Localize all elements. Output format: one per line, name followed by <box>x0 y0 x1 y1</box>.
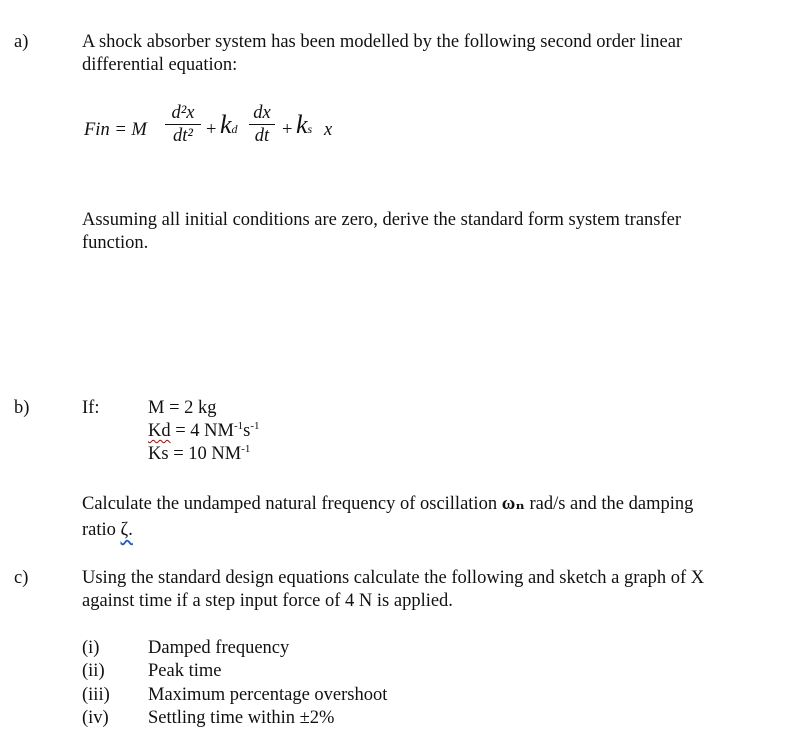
equation-kd: kd <box>220 110 238 139</box>
part-c-label: c) <box>14 568 29 588</box>
equation-lhs: Fin = M <box>84 120 147 140</box>
part-a-question-line1: Assuming all initial conditions are zero, derive the standard form system transfer <box>82 210 682 230</box>
part-c-question-line1: Using the standard design equations calculate the following and sketch a graph of X <box>82 568 705 588</box>
omega-n-symbol: ωₙ <box>501 494 525 514</box>
given-mass: M = 2 kg <box>148 398 217 418</box>
kd-symbol: Kd <box>148 421 171 441</box>
part-b-question-line2: ratio ζ. <box>82 520 133 540</box>
part-b-question-line1: Calculate the undamped natural frequency of oscillation ωₙ rad/s and the damping <box>82 494 694 514</box>
part-b-label: b) <box>14 398 30 418</box>
list-item-num: (i) <box>82 638 100 658</box>
equation-plus-2: + <box>282 120 293 140</box>
list-item-text: Maximum percentage overshoot <box>148 685 388 705</box>
frac2-denominator: dt <box>254 126 270 146</box>
equation-frac-d2x-dt2 <box>164 102 202 147</box>
part-c-question-line2: against time if a step input force of 4 N is applied. <box>82 591 453 611</box>
frac1-numerator: d²x <box>171 103 195 123</box>
list-item-num: (iv) <box>82 708 109 728</box>
part-a-label: a) <box>14 32 29 52</box>
part-a-intro-line2: differential equation: <box>82 55 238 75</box>
list-item-text: Settling time within ±2% <box>148 708 335 728</box>
list-item-num: (ii) <box>82 661 105 681</box>
equation-frac-dx-dt <box>248 102 276 147</box>
given-damping-coefficient: Kd = 4 $NM^{-1}s^{-1}$ <box>148 419 260 441</box>
frac1-denominator: dt² <box>173 126 193 146</box>
list-item-text: Damped frequency <box>148 638 290 658</box>
equation-x: x <box>324 120 333 140</box>
given-spring-constant: Ks = 10 $NM^{-1}$ <box>148 442 251 464</box>
zeta-symbol: ζ. <box>120 520 133 540</box>
part-a-intro-line1: A shock absorber system has been modelled by the following second order linear <box>82 32 683 52</box>
equation-ks: ks <box>296 110 313 139</box>
list-item-text: Peak time <box>148 661 222 681</box>
differential-equation <box>84 100 364 160</box>
part-a-question-line2: function. <box>82 233 149 253</box>
equation-plus-1: + <box>206 120 217 140</box>
list-item-num: (iii) <box>82 685 110 705</box>
part-b-if-label: If: <box>82 398 100 418</box>
frac2-numerator: dx <box>253 103 271 123</box>
